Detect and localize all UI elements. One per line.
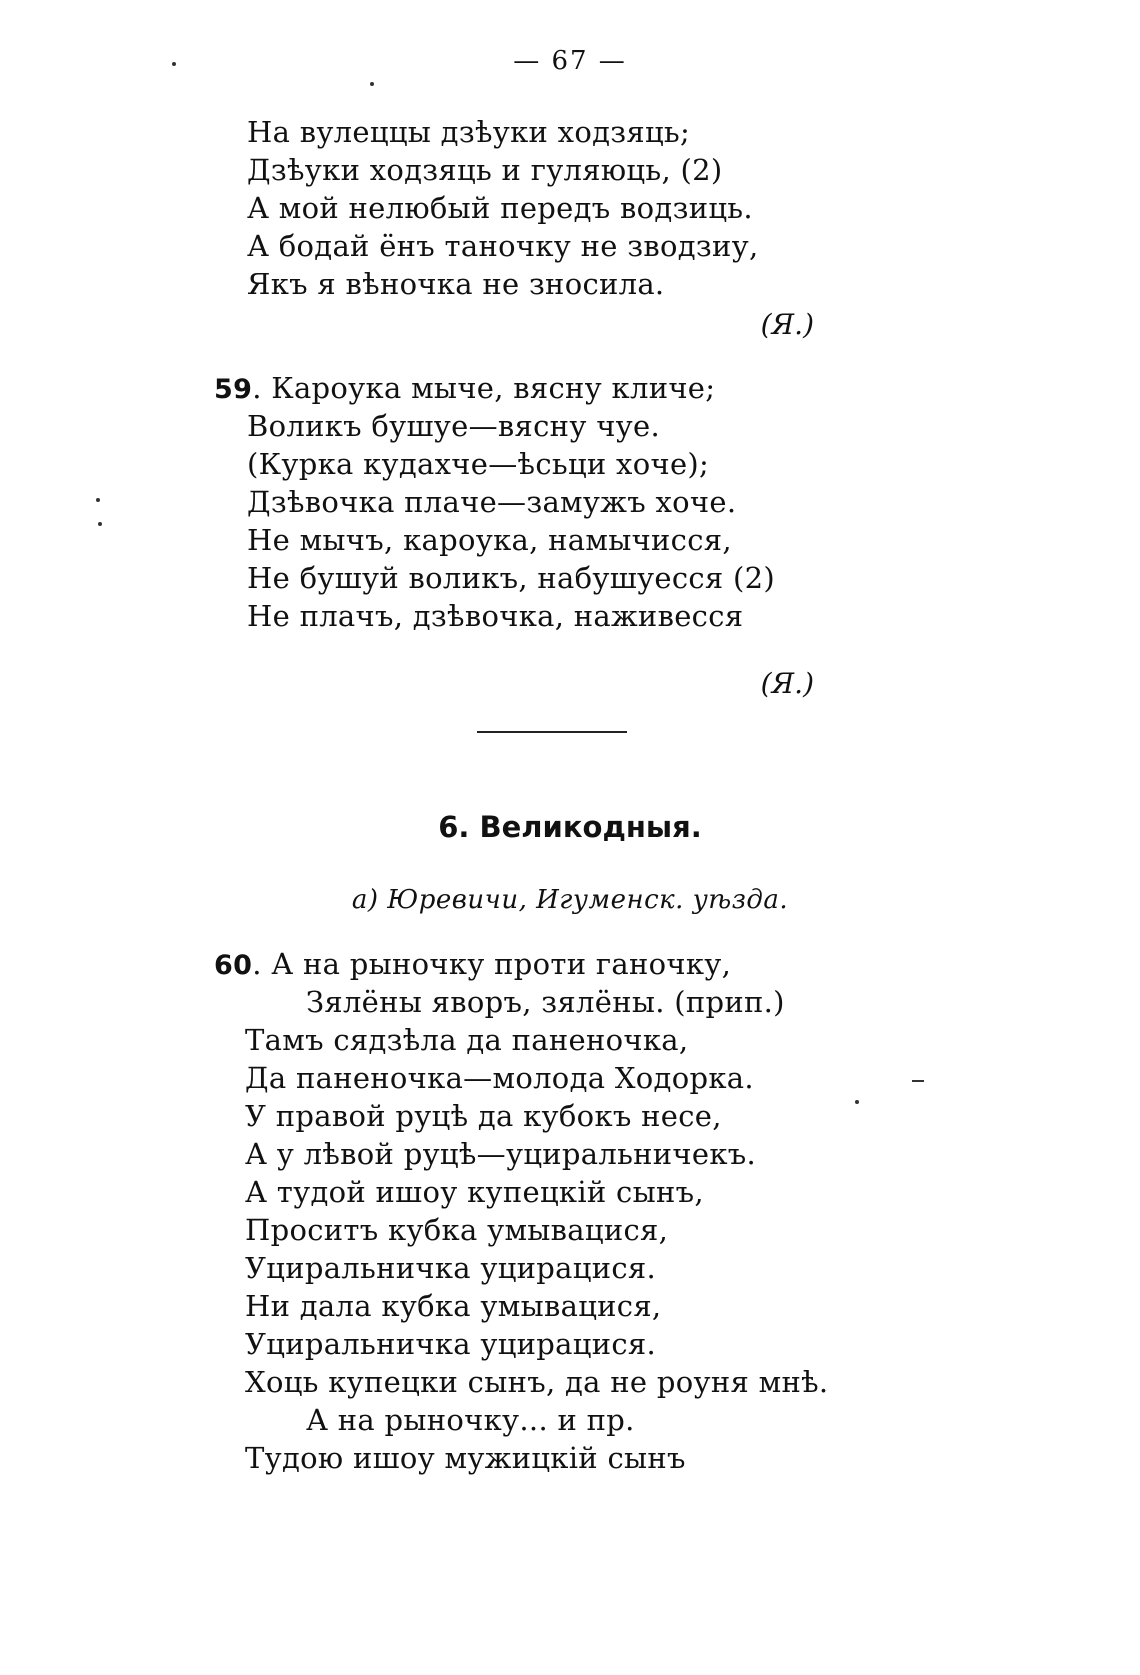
scan-speck xyxy=(172,62,176,66)
source-attribution: (Я.) xyxy=(760,667,814,700)
verse-line: Якъ я вѣночка не зносила. xyxy=(247,267,665,301)
song-first-line xyxy=(214,945,731,985)
verse-line: . А на рыночку проти ганочку, xyxy=(252,947,732,981)
scan-speck xyxy=(855,1100,859,1104)
section-title: 6. Великодныя. xyxy=(438,810,702,844)
source-attribution: (Я.) xyxy=(760,308,814,341)
verse-line: Не мычъ, кароука, намычисся, xyxy=(247,523,732,557)
verse-line: Тудою ишоу мужицкій сынъ xyxy=(245,1441,686,1475)
verse-line: Тамъ сядзѣла да паненочка, xyxy=(245,1023,689,1057)
verse-line: А у лѣвой руцѣ—уциральничекъ. xyxy=(245,1137,757,1171)
section-subtitle: а) Юревичи, Игуменск. уѣзда. xyxy=(351,885,789,915)
page-number: — 67 — xyxy=(513,46,627,76)
repeat-line: А на рыночку... и пр. xyxy=(306,1403,635,1437)
verse-line: На вулеццы дзѣуки ходзяць; xyxy=(247,115,691,149)
scan-speck xyxy=(370,82,374,86)
verse-line: (Курка кудахче—ѣсьци хоче); xyxy=(247,447,710,481)
verse-line: А бодай ёнъ таночку не зводзиу, xyxy=(247,229,759,263)
section-divider xyxy=(477,731,627,733)
scan-speck xyxy=(912,1080,924,1082)
verse-line: Уциральничка уцирацися. xyxy=(245,1327,656,1361)
verse-line: У правой руцѣ да кубокъ несе, xyxy=(245,1099,722,1133)
scan-speck xyxy=(98,522,102,526)
verse-line: . Кароука мыче, вясну кличе; xyxy=(252,371,716,405)
verse-line: Воликъ бушуе—вясну чуе. xyxy=(247,409,661,443)
verse-line: Не плачъ, дзѣвочка, наживесся xyxy=(247,599,744,633)
verse-line: Дзѣуки ходзяць и гуляюць, (2) xyxy=(247,153,723,187)
verse-line: А тудой ишоу купецкій сынъ, xyxy=(245,1175,704,1209)
verse-line: Хоць купецки сынъ, да не роуня мнѣ. xyxy=(245,1365,829,1399)
song-number: 60 xyxy=(214,950,253,981)
verse-line: Уциральничка уцирацися. xyxy=(245,1251,656,1285)
verse-line: Проситъ кубка умывацися, xyxy=(245,1213,669,1247)
verse-line: Да паненочка—молода Ходорка. xyxy=(245,1061,754,1095)
verse-line: Ни дала кубка умывацися, xyxy=(245,1289,662,1323)
verse-line: Дзѣвочка плаче—замужъ хоче. xyxy=(247,485,737,519)
verse-line: Не бушуй воликъ, набушуесся (2) xyxy=(247,561,776,595)
scan-speck xyxy=(96,498,100,502)
song-first-line xyxy=(214,369,715,409)
verse-line: А мой нелюбый передъ водзиць. xyxy=(247,191,753,225)
song-number: 59 xyxy=(214,374,253,405)
refrain-line: Зялёны яворъ, зялёны. (прип.) xyxy=(306,985,785,1019)
